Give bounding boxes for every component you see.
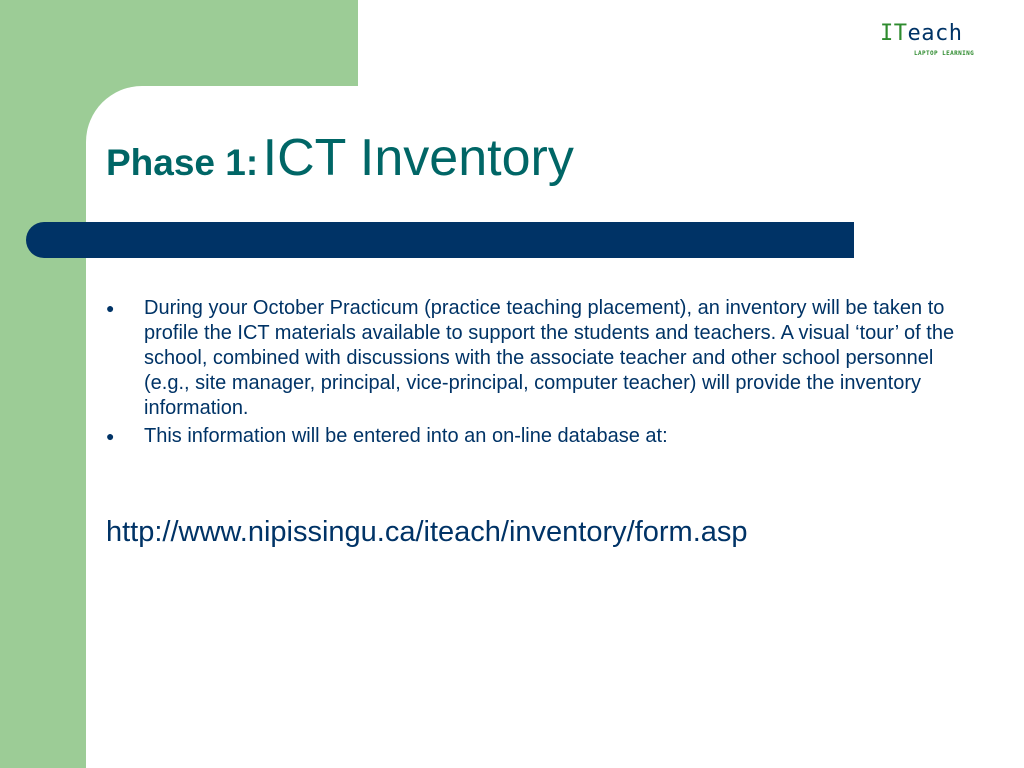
title-lead: Phase 1:	[106, 142, 259, 183]
bullet-text: During your October Practicum (practice teaching placement), an inventory will be taken to profile the ICT materials available to support the students and teachers. A visual ‘tour’ of the school, combined with discussions with the associate teacher and other school personnel (e.g., site manager, principal, vice-principal, computer teacher) will provide the inventory information.	[144, 297, 955, 419]
logo-tagline: LAPTOP LEARNING	[914, 50, 975, 57]
title-divider	[26, 222, 854, 258]
iteach-logo	[880, 22, 990, 62]
logo-wordmark	[880, 22, 990, 46]
title-main: ICT Inventory	[262, 129, 574, 187]
bullet-icon: ●	[106, 428, 115, 444]
bullet-icon: ●	[106, 300, 115, 316]
bullet-item	[106, 296, 956, 421]
bullet-item	[106, 424, 956, 449]
bullet-text: This information will be entered into an on-line database at:	[144, 425, 668, 447]
logo-wordmark-prefix: IT	[880, 21, 908, 46]
database-url[interactable]: http://www.nipissingu.ca/iteach/inventory/form.asp	[106, 516, 748, 548]
slide-title	[106, 128, 574, 188]
bullet-list	[106, 296, 956, 452]
logo-wordmark-suffix: each	[907, 21, 963, 46]
